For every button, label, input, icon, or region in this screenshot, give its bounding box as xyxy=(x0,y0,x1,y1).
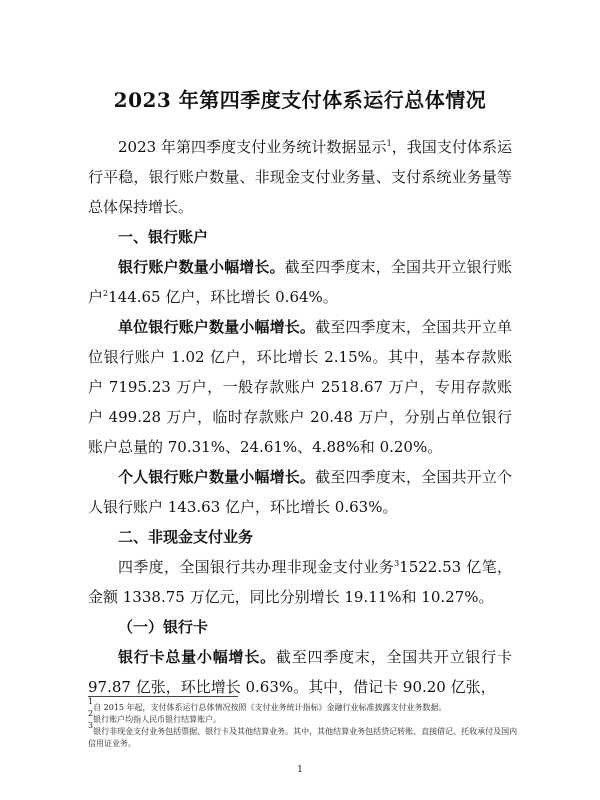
lead-unit-accounts: 单位银行账户数量小幅增长。 xyxy=(118,318,316,336)
lead-bank-cards: 银行卡总量小幅增长。 xyxy=(118,648,276,666)
intro-text-a: 2023 年第四季度支付业务统计数据显示 xyxy=(118,138,387,156)
intro-text-b: ，我国支付体系运行平稳，银行账户数量、非现金支付业务量、支付系统业务量等总体保持增长。 xyxy=(88,138,512,216)
footnote-ref-1[interactable]: 1 xyxy=(386,139,392,148)
text-bank-accounts-b: 144.65 亿户，环比增长 0.64%。 xyxy=(108,288,338,306)
paragraph-personal-accounts xyxy=(88,462,512,522)
intro-paragraph xyxy=(88,132,512,222)
lead-personal-accounts: 个人银行账户数量小幅增长。 xyxy=(118,468,316,486)
section-heading-bank-accounts: 一、银行账户 xyxy=(118,228,209,246)
lead-bank-accounts: 银行账户数量小幅增长。 xyxy=(118,258,285,276)
document-body xyxy=(88,132,512,702)
footnote-3 xyxy=(88,721,518,750)
footnote-text: 银行账户均指人民币银行结算账户。 xyxy=(93,715,222,724)
footnote-text: 自 2015 年起，支付体系运行总体情况按照《支付业务统计指标》金融行业标准披露支付业务数据。 xyxy=(93,703,447,712)
paragraph-noncash xyxy=(88,552,512,612)
paragraph-bank-cards xyxy=(88,642,512,702)
footnote-2 xyxy=(88,709,518,726)
footnotes xyxy=(88,697,518,750)
footnote-ref-2[interactable]: 2 xyxy=(103,289,109,298)
section-heading-noncash: 二、非现金支付业务 xyxy=(118,528,254,546)
text-unit-accounts: 截至四季度末，全国共开立单位银行账户 1.02 亿户，环比增长 2.15%。其中，基本存款账户 7195.23 万户，一般存款账户 2518.67 万户，专用存款账户 499.28 万户，临时存款账户 20.48 万户，分别占单位银行账户总量的 70.31%、24.61%、4.88%和 0.20%。 xyxy=(88,318,512,456)
footnote-num: 2 xyxy=(88,709,94,718)
text-personal-accounts: 截至四季度末，全国共开立个人银行账户 143.63 亿户，环比增长 0.63%。 xyxy=(88,468,512,516)
text-bank-cards: 截至四季度末，全国共开立银行卡 97.87 亿张，环比增长 0.63%。其中，借记卡 90.20 亿张， xyxy=(88,648,512,696)
text-noncash-b: 1522.53 亿笔，金额 1338.75 万亿元，同比分别增长 19.11%和 10.27%。 xyxy=(88,558,512,606)
footnote-divider xyxy=(88,696,238,697)
paragraph-unit-accounts xyxy=(88,312,512,462)
subsection-heading-bank-cards: （一）银行卡 xyxy=(118,618,209,636)
footnote-text: 银行非现金支付业务包括票据、银行卡及其他结算业务。其中，其他结算业务包括贷记转账、直接借记、托收承付及国内信用证业务。 xyxy=(88,727,518,748)
document-title: 2023 年第四季度支付体系运行总体情况 xyxy=(113,88,487,112)
page-number: 1 xyxy=(297,765,303,775)
footnote-num: 3 xyxy=(88,721,94,730)
footnote-1 xyxy=(88,697,518,714)
footnote-ref-3[interactable]: 3 xyxy=(394,559,400,568)
text-noncash-a: 四季度，全国银行共办理非现金支付业务 xyxy=(118,558,395,576)
footnote-num: 1 xyxy=(88,697,94,706)
paragraph-bank-accounts xyxy=(88,252,512,312)
text-bank-accounts-a: 截至四季度末，全国共开立银行账户 xyxy=(88,258,512,306)
